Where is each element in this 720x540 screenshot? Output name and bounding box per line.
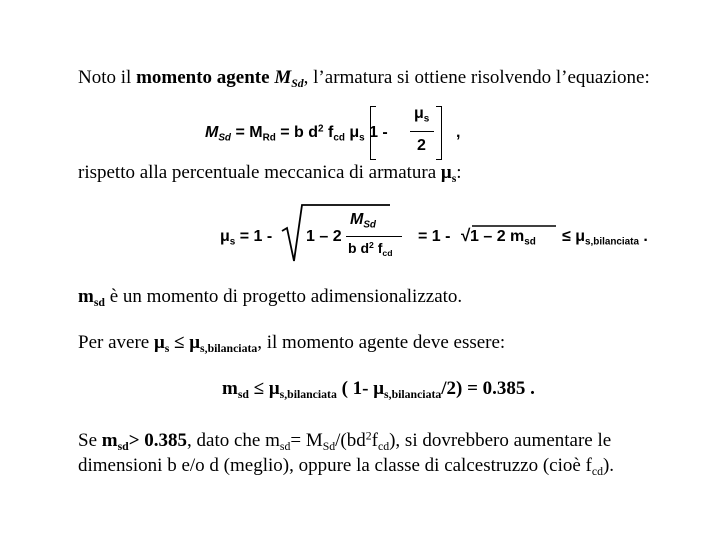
eq1-fcd: $f_{cd}$	[323, 124, 345, 144]
equation-1	[205, 122, 388, 144]
eq1-left-bracket	[370, 106, 376, 160]
eq2-inner: 1 – 2	[306, 228, 342, 245]
eq2-frac-bar	[346, 236, 402, 237]
eq1-comma: ,	[456, 124, 461, 141]
eq1-right-bracket	[436, 106, 442, 160]
eq1-frac-den: 2	[417, 137, 426, 154]
intro-line	[78, 67, 650, 89]
conclusion-msd: $m_{sd}$	[101, 430, 129, 454]
equation-3: $m_{sd} \le \mu_{s,bilanciata}$ ( 1- $\mu_{s,bilanciata}/2) = 0.385$ .	[222, 378, 535, 402]
intro-pre: Noto il	[78, 67, 137, 88]
eq1-frac-num: $\mu_s$	[414, 105, 430, 125]
conclusion-line-1: Se $m_{sd}> 0.385$, dato che $m_{sd}= M_{Sd}/(bd^2f_{cd})$, si dovrebbero aumentare le	[78, 429, 612, 454]
eq2-leq: ≤ $\mu_{s,bilanciata}$ .	[562, 228, 648, 248]
eq2-inner-b: 1 – 2 $m_{sd}$	[470, 228, 536, 248]
eq2-equals-b: = 1 -	[418, 228, 451, 245]
intro-post: , l’armatura si ottiene risolvendo l’equazione:	[303, 67, 650, 88]
per-avere-line: Per avere $\mu_s \le \mu_{s,bilanciata}$, il momento agente deve essere:	[78, 332, 506, 356]
rispetto-line: rispetto alla percentuale meccanica di armatura $\mu_s$:	[78, 162, 462, 186]
eq1-one-minus: 1 -	[364, 124, 388, 141]
eq1-frac-bar	[410, 131, 434, 132]
msd-symbol: $m_{sd}$	[78, 286, 105, 310]
eq1-lhs: $M_{Sd}$	[205, 124, 231, 144]
rispetto-mu: $\mu_s$	[440, 162, 457, 186]
intro-symbol: $M_{Sd}$	[274, 67, 304, 91]
eq2-frac-den: b $d^2$ $f_{cd}$	[348, 240, 393, 259]
per-leq: ≤ $\mu_{s,bilanciata}$	[169, 332, 258, 356]
eq2-lhs: $\mu_s = 1$ -	[220, 228, 273, 248]
intro-bold: momento agente	[136, 67, 275, 88]
msd-line: $m_{sd}$ è un momento di progetto adimensionalizzato.	[78, 286, 463, 310]
per-mu: $\mu_s$	[153, 332, 170, 356]
eq1-mid: = $M_{Rd}$	[231, 124, 276, 144]
eq1-mu: $\mu_s$	[344, 124, 365, 144]
eq2-sqrt-symbol: √	[461, 226, 471, 245]
eq2-frac-num: $M_{Sd}$	[350, 211, 376, 231]
conclusion-line-2: dimensioni b e/o d (meglio), oppure la classe di calcestruzzo (cioè $f_{cd}$).	[78, 455, 615, 479]
eq1-rhs: = b $d^2$	[275, 123, 324, 141]
